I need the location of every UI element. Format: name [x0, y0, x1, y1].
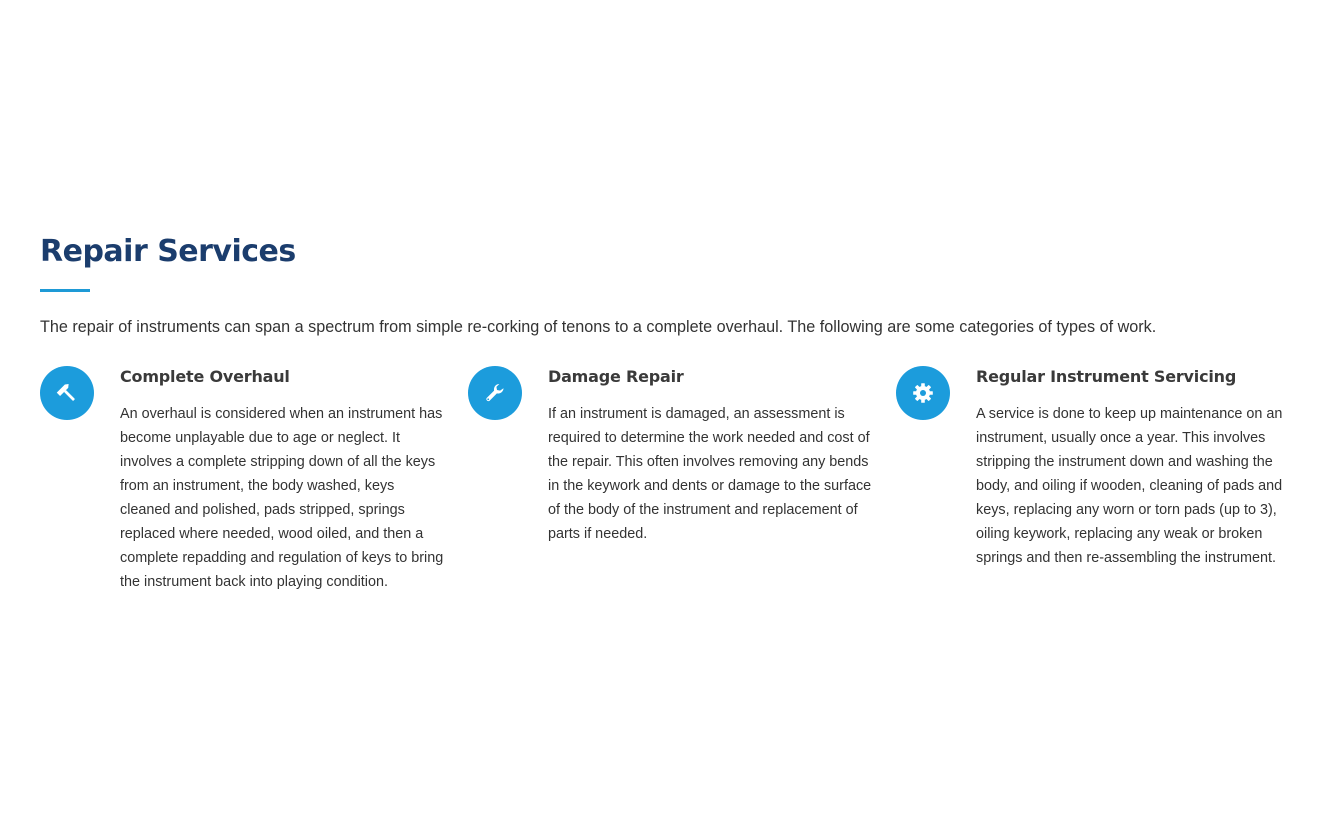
hammer-icon	[40, 366, 94, 420]
service-body	[548, 366, 876, 546]
service-title: Regular Instrument Servicing	[976, 367, 1237, 386]
service-description: If an instrument is damaged, an assessment is required to determine the work needed and cost of the repair. This often involves removing any bends in the keywork and dents or damage to the surface of the body of the instrument and replacement of parts if needed.	[548, 406, 872, 542]
section-intro: The repair of instruments can span a spectrum from simple re-corking of tenons to a complete overhaul. The following are some categories of types of work.	[40, 318, 1157, 336]
service-title: Damage Repair	[548, 367, 684, 386]
service-description: An overhaul is considered when an instrument has become unplayable due to age or neglect. It involves a complete stripping down of all the keys from an instrument, the body washed, keys cleaned and polished, pads stripped, springs replaced where needed, wood oiled, and then a complete repadding and regulation of keys to bring the instrument back into playing condition.	[120, 406, 444, 590]
gear-icon	[896, 366, 950, 420]
service-title: Complete Overhaul	[120, 367, 290, 386]
section-title: Repair Services	[40, 234, 296, 269]
service-body	[120, 366, 448, 594]
service-description: A service is done to keep up maintenance on an instrument, usually once a year. This involves stripping the instrument down and washing the body, and oiling if wooden, cleaning of pads and keys, replacing any worn or torn pads (up to 3), oiling keywork, replacing any weak or broken springs and then re-assembling the instrument.	[976, 406, 1283, 566]
wrench-icon	[468, 366, 522, 420]
title-underline	[40, 289, 90, 292]
services-list	[40, 366, 1290, 606]
repair-services-section	[40, 232, 1290, 590]
service-body	[976, 366, 1304, 570]
